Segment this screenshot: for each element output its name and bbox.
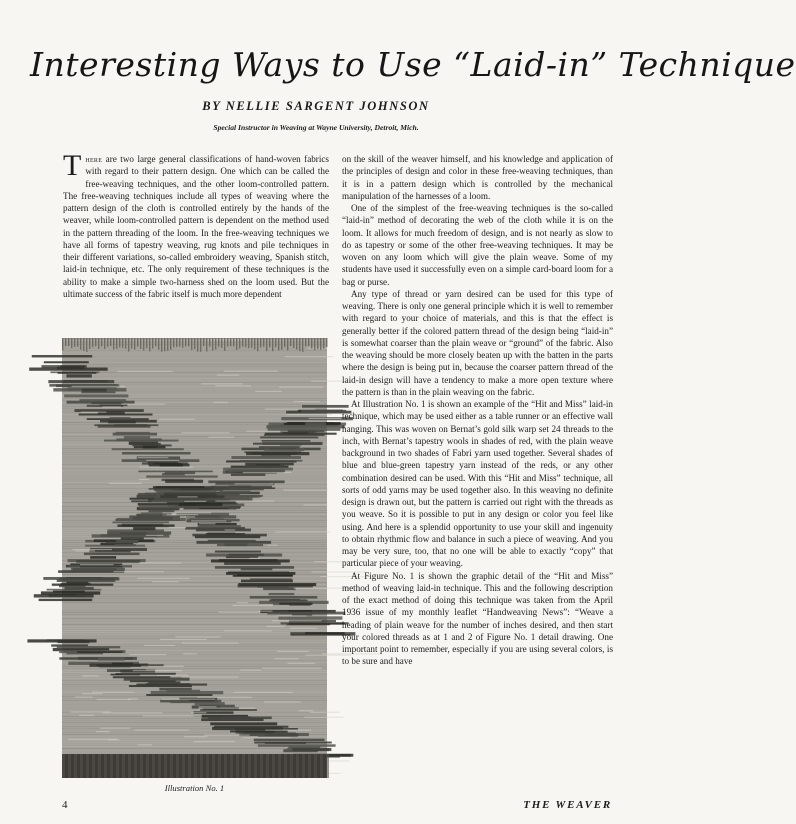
left-column [63, 149, 329, 300]
article-title: Interesting Ways to Use “Laid-in” Technique [30, 45, 796, 84]
page-number: 4 [62, 799, 68, 811]
opening-paragraph [63, 149, 329, 300]
illustration-caption: Illustration No. 1 [164, 783, 225, 793]
paragraph: on the skill of the weaver himself, and his knowledge and application of the principles of design and color in these free-weaving techniques, than it is in a pattern design which is controlled by the mechanical manipulation of the harnesses of a loom. [342, 154, 613, 201]
weaving-photo-image [62, 338, 327, 778]
paragraph: At Figure No. 1 is shown the graphic detail of the “Hit and Miss” method of weaving laid-in technique. This and the following description of the exact method of doing this technique was taken from the April 1936 issue of my monthly leaflet “Handweaving News”: “Weave a heading of plain weave for the number of inches desired, and then start your colored threads as at 1 and 2 of Figure No. 1 detail drawing. One important point to remember, especially if you are using several colors, is to be sure and have [342, 570, 613, 667]
publication-name: THE WEAVER [523, 799, 612, 811]
paragraph: One of the simplest of the free-weaving techniques is the so-called “laid-in” method of decorating the web of the cloth while it is on the loom. It allows for much freedom of design, and is not nearly as slow to do as tapestry or some of the other free-weaving techniques. It may be woven on any loom which will give the plain weave. Some of my students have used it successfully even on a simple card-board loom for a bag or purse. [342, 203, 613, 287]
author-affiliation: Special Instructor in Weaving at Wayne University, Detroit, Mich. [213, 123, 419, 132]
paragraph: At Illustration No. 1 is shown an example of the “Hit and Miss” laid-in technique, which may be used either as a table runner or an effective wall hanging. This was woven on Bernat’s gold silk warp set 24 threads to the inch, with Bernat’s tapestry wools in shades of red, with the plain weave background in two shades of Fabri yarn used together. Several shades of blue and blue-green tapestry yarn instead of the reds, or any other combination desired can be used. With this “Hit and Miss” technique, all sorts of odd yarns may be used together also. In this weaving no definite design is drawn out, but the pattern is carried out right with the threads as you weave. So it is possible to put in any design or color you feel like using. And here is a splendid opportunity to use your skill and ingenuity to obtain rhythmic flow and balance in such a piece of weaving. And you may be very sure, too, that no one will be able to exactly “copy” that particular piece of your weaving. [342, 399, 613, 569]
author-byline: BY NELLIE SARGENT JOHNSON [202, 99, 430, 113]
drop-cap: T [63, 149, 82, 182]
paragraph: Any type of thread or yarn desired can be used for this type of weaving. There is only one general principle which it is well to remember with regard to your choice of materials, and this is that the effect is generally better if the colored pattern thread of the design being “laid-in” is somewhat coarser than the plain weave or “ground” of the fabric. Also the weaving should be more closely beaten up with the batten in the parts where the design is being put in, because the coarser pattern thread of the laid-in design will have a tendency to make a more open texture where the pattern is than in the plain weaving on the fabric. [342, 288, 613, 397]
right-column [342, 153, 613, 668]
paragraph-text: are two large general classifications of hand-woven fabrics with regard to their pattern design. One which can be called the free-weaving techniques, and the other loom-controlled pattern. The free-weaving techniques include all types of weaving where the pattern design of the cloth is controlled entirely by the hands of the weaver, while loom-controlled pattern is dependent on the method used in the pattern threading of the loom. In the free-weaving techniques we have all forms of tapestry weaving, rug knots and pile techniques in their different variations, so-called embroidery weaving, Spanish stitch, laid-in technique, etc. The only requirement of these techniques is the ability to make a simple two-harness shed on the loom used. But the ultimate success of the fabric itself is much more dependent [63, 154, 329, 299]
lead-smallcaps: here [85, 154, 103, 164]
weaving-photograph [62, 338, 327, 778]
